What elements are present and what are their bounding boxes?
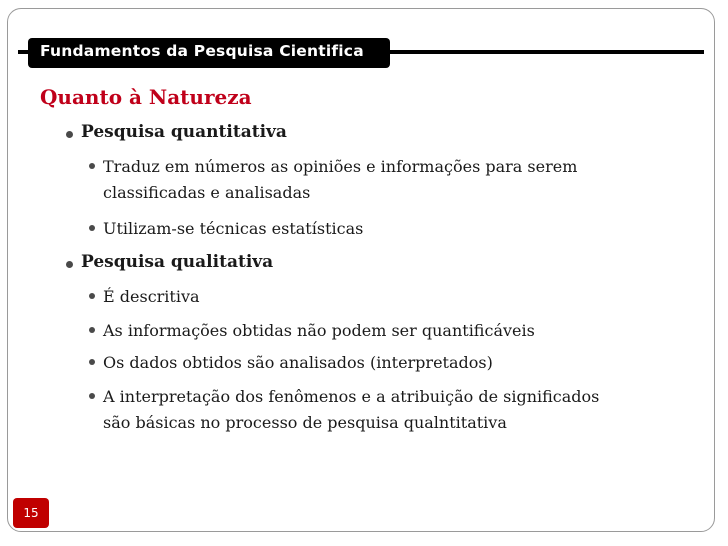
bullet-dot-icon <box>66 261 73 268</box>
bullet-label: Pesquisa qualitativa <box>81 252 274 272</box>
sub-bullet-line-2: classificadas e analisadas <box>103 183 311 202</box>
page-number-badge: 15 <box>13 498 49 528</box>
section-title: Quanto à Natureza <box>40 85 252 109</box>
sub-bullet-line-2: são básicas no processo de pesquisa qualntitativa <box>103 413 507 432</box>
header-banner <box>28 38 390 68</box>
bullet-dot-icon <box>89 163 95 169</box>
sub-bullet-line-1: É descritiva <box>103 287 200 306</box>
sub-bullet-line-1: As informações obtidas não podem ser quantificáveis <box>103 321 535 340</box>
bullet-dot-icon <box>89 225 95 231</box>
sub-bullet-line-1: Os dados obtidos são analisados (interpretados) <box>103 353 493 372</box>
bullet-dot-icon <box>89 293 95 299</box>
bullet-dot-icon <box>89 393 95 399</box>
sub-bullet-line-1: A interpretação dos fenômenos e a atribuição de significados <box>103 387 600 406</box>
header-title: Fundamentos da Pesquisa Cientifica <box>40 42 364 60</box>
bullet-dot-icon <box>89 327 95 333</box>
bullet-dot-icon <box>66 131 73 138</box>
sub-bullet-line-1: Traduz em números as opiniões e informações para serem <box>103 157 578 176</box>
bullet-label: Pesquisa quantitativa <box>81 122 287 142</box>
sub-bullet-line-1: Utilizam-se técnicas estatísticas <box>103 219 364 238</box>
bullet-dot-icon <box>89 359 95 365</box>
